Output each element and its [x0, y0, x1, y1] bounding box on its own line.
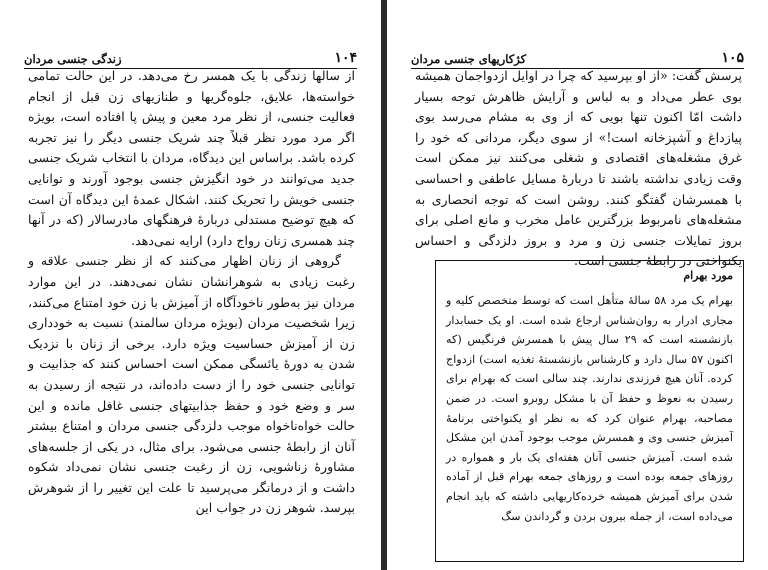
left-paragraph-1: از سالها زندگی با یک همسر رخ می‌دهد. در این حالت تمامی خواسته‌ها، علایق، جلوه‌گریها و طنازیهای زن قبل از انجام فعالیت جنسی، از نظر مرد معین و پیش پا افتاده است، بویژه اگر مرد مورد نظر قبلاً چند شریک جنسی دیگر را نیز تجربه کرده باشد. براساس این دیدگاه، مردان با انتخاب شریک جنسی جدید می‌توانند در خود انگیزش جنسی بوجود آورند و توانایی جنسی خویش را تحریک کنند. اشکال عمدهٔ این دیدگاه آن است که هیچ توضیح مستدلی دربارهٔ فرهنگهای مادرسالار (که در آنها چند همسری زنان رواج دارد) ارایه نمی‌دهد. [28, 68, 355, 248]
right-page-number: ۱۰۵ [721, 50, 744, 66]
left-running-title: زندگی جنسی مردان [24, 52, 122, 66]
left-page-body [28, 66, 355, 519]
case-study-box [435, 260, 744, 562]
left-page-number: ۱۰۴ [334, 50, 357, 66]
right-paragraph-1: پرسش گفت: «از او بپرسید که چرا در اوایل ازدواجمان همیشه بوی عطر می‌داد و به لباس و آرایش ظاهرش توجه بسیار داشت امّا اکنون تنها بویی که از وی به مشام می‌رسد بوی پیازداغ و آشپزخانه است!» از سوی دیگر، مردانی که خود را غرق مشغله‌های اقتصادی و شغلی می‌کنند نیز ممکن است وقت زیادی نداشته باشند تا دربارهٔ مسایل عاطفی و احساسی با همسرشان گفتگو کنند. روشن است که توجه انحصاری به مشغله‌های نامربوط بزرگترین عامل مخرب و مانع اصلی برای بروز تمایلات جنسی زن و مرد و بروز دلزدگی و احساس یکنواختی در رابطهٔ جنسی است. [415, 68, 742, 269]
right-running-title: کژکاریهای جنسی مردان [411, 52, 527, 66]
right-page [387, 0, 768, 570]
case-study-title: مورد بهرام [683, 269, 733, 282]
right-page-body [415, 66, 742, 272]
left-page [0, 0, 381, 570]
left-paragraph-2: گروهی از زنان اظهار می‌کنند که از نظر جنسی علاقه و رغبت زیادی به شوهرانشان نشان نمی‌دهند. در این موارد مردان نیز به‌طور ناخودآگاه از آمیزش با زن خود امتناع می‌کنند، زیرا شخصیت مردان (بویژه مردان سالمند) نسبت به خودداری زن از آمیزش حساسیت ویژه دارد. برخی از زنان با نزدیک شدن به دورهٔ یائسگی ممکن است احساس کنند که جذابیت و توانایی جنسی خود را از دست داده‌اند، در نتیجه از رسیدن به سر و وضع خود و حفظ جذابیتهای جنسی غافل مانده و این حالت خواه‌ناخواه موجب دلزدگی جنسی مردان و امتناع بیشتر آنان از رابطهٔ جنسی می‌شود. برای مثال، در یکی از جلسه‌های مشاورهٔ زناشویی، زن از رغبت جنسی نشان نمی‌داد شکوه داشت و از درمانگر می‌پرسید تا علت این تغییر را از شوهرش بپرسد. شوهر زن در جواب این [28, 253, 355, 516]
case-study-text: بهرام یک مرد ۵۸ سالهٔ متأهل است که توسط متخصص کلیه و مجاری ادرار به روان‌شناس ارجاع شده است. او یک حسابدار بازنشسته است که ۲۹ سال پیش با همسرش فرنگیس (که اکنون ۵۷ سال دارد و کارشناس بازنشستهٔ تغذیه است) ازدواج کرده. آنان هیچ فرزندی ندارند. چند سالی است که بهرام برای رسیدن به نعوظ و حفظ آن با مشکل روبرو است. در ضمن مصاحبه، بهرام عنوان کرد که به نظر او یکنواختی برنامهٔ آمیزش جنسی وی و همسرش موجب بوجود آمدن این مشکل شده است. آمیزش جنسی آنان هفته‌ای یک بار و همواره در روزهای جمعه بوده است و روزهای جمعه بهرام قبل از آماده شدن برای آمیزش همیشه خرده‌کاریهایی داشته که باید انجام می‌داده است، از جمله بیرون بردن و گرداندن سگ [446, 294, 733, 523]
